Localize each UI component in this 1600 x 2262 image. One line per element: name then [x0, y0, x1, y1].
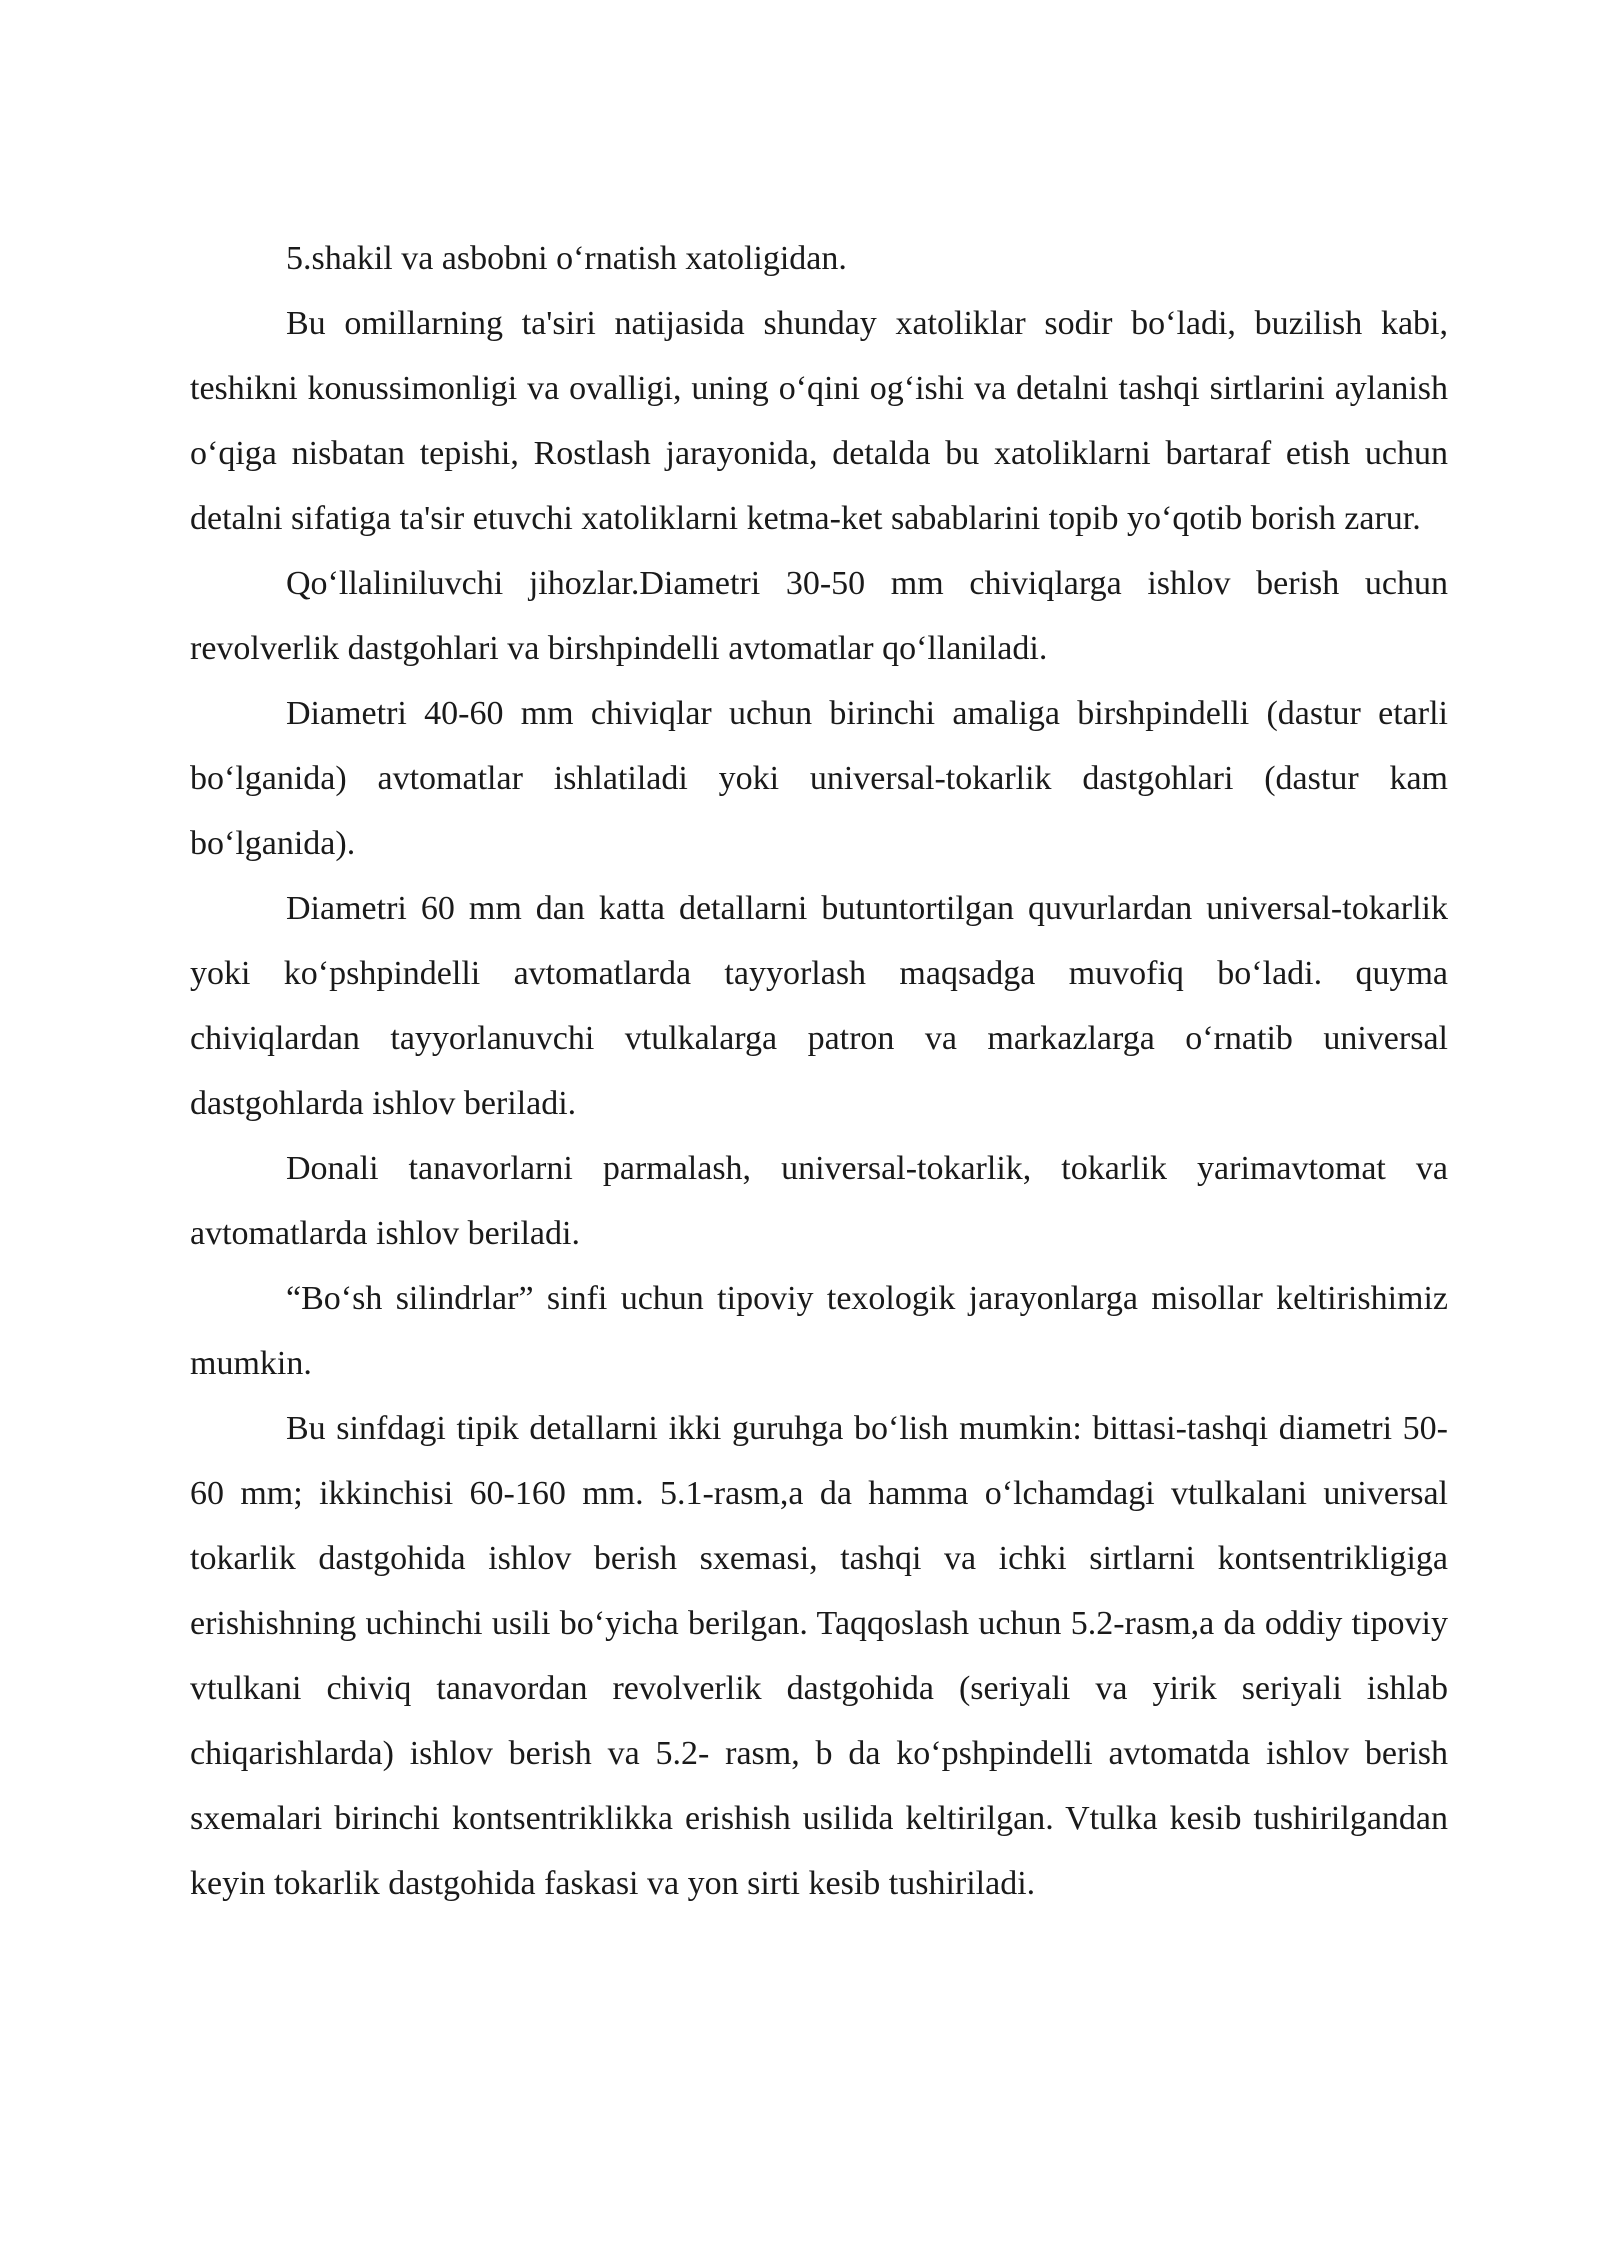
paragraph-list-item-5: 5.shakil va asbobni o‘rnatish xatoligidan. — [286, 240, 847, 277]
paragraph-typical-details: Bu sinfdagi tipik detallarni ikki guruhga bo‘lish mumkin: bittasi-tashqi diametri 50-60 mm; ikkinchisi 60-160 mm. 5.1-rasm,a da hamma o‘lchamdagi vtulkalani universal tokarlik dastgohida ishlov berish sxemasi, tashqi va ichki sirtlarni kontsentrikligiga erishishning uchinchi usili bo‘yicha berilgan. Taqqoslash uchun 5.2-rasm,a da oddiy tipoviy vtulkani chiviq tanavordan revolverlik dastgohida (seriyali va yirik seriyali ishlab chiqarishlarda) ishlov berish va 5.2- rasm, b da ko‘pshpindelli avtomatda ishlov berish sxemalari birinchi kontsentriklikka erishish usilida keltirilgan. Vtulka kesib tushirilgandan keyin tokarlik dastgohida faskasi va yon sirti kesib tushiriladi. — [190, 1410, 1448, 1902]
paragraph-equipment-60-plus: Diametri 60 mm dan katta detallarni butuntortilgan quvurlardan universal-tokarlik yoki ko‘pshpindelli avtomatlarda tayyorlash maqsadga muvofiq bo‘ladi. quyma chiviqlardan tayyorlanuvchi vtulkalarga patron va markazlarga o‘rnatib universal dastgohlarda ishlov beriladi. — [190, 890, 1448, 1122]
paragraph-equipment-40-60: Diametri 40-60 mm chiviqlar uchun birinchi amaliga birshpindelli (dastur etarli bo‘lganida) avtomatlar ishlatiladi yoki universal-tokarlik dastgohlari (dastur kam bo‘lganida). — [190, 695, 1448, 862]
paragraph-equipment-30-50: Qo‘llaliniluvchi jihozlar.Diametri 30-50 mm chiviqlarga ishlov berish uchun revolverlik dastgohlari va birshpindelli avtomatlar qo‘llaniladi. — [190, 565, 1448, 667]
paragraph-error-factors: Bu omillarning ta'siri natijasida shunday xatoliklar sodir bo‘ladi, buzilish kabi, teshikni konussimonligi va ovalligi, uning o‘qini og‘ishi va detalni tashqi sirtlarini aylanish o‘qiga nisbatan tepishi, Rostlash jarayonida, detalda bu xatoliklarni bartaraf etish uchun detalni sifatiga ta'sir etuvchi xatoliklarni ketma-ket sabablarini topib yo‘qotib borish zarur. — [190, 305, 1448, 537]
document-page — [190, 226, 1448, 1916]
paragraph-hollow-cylinders: “Bo‘sh silindrlar” sinfi uchun tipoviy texologik jarayonlarga misollar keltirishimiz mumkin. — [190, 1280, 1448, 1382]
paragraph-single-blanks: Donali tanavorlarni parmalash, universal-tokarlik, tokarlik yarimavtomat va avtomatlarda ishlov beriladi. — [190, 1150, 1448, 1252]
